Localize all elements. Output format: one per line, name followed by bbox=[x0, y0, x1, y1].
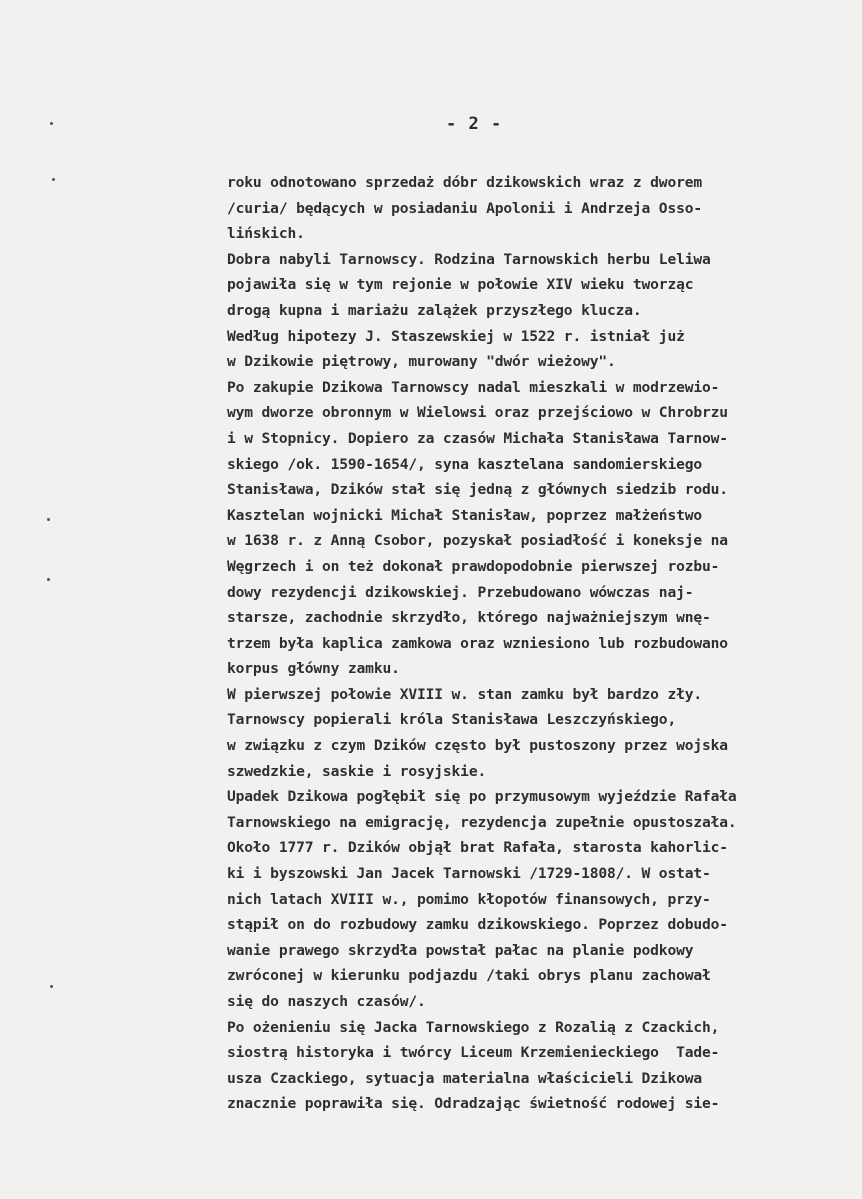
text-line: korpus główny zamku. bbox=[227, 660, 400, 678]
text-line: Około 1777 r. Dzików objął brat Rafała, starosta kahorlic- bbox=[227, 839, 728, 857]
text-line: Po zakupie Dzikowa Tarnowscy nadal mieszkali w modrzewio- bbox=[227, 378, 720, 396]
text-line: nich latach XVIII w., pomimo kłopotów finansowych, przy- bbox=[227, 890, 711, 908]
text-line: roku odnotowano sprzedaż dóbr dzikowskich wraz z dworem bbox=[227, 174, 702, 191]
text-line: Kasztelan wojnicki Michał Stanisław, poprzez małżeństwo bbox=[227, 506, 702, 524]
text-line: starsze, zachodnie skrzydło, którego najważniejszym wnę- bbox=[227, 609, 711, 627]
text-line: siostrą historyka i twórcy Liceum Krzemienieckiego Tade- bbox=[227, 1044, 720, 1062]
text-line: Tarnowscy popierali króla Stanisława Leszczyńskiego, bbox=[227, 711, 677, 729]
text-line: Stanisława, Dzików stał się jedną z głównych siedzib rodu. bbox=[227, 481, 728, 499]
text-line: trzem była kaplica zamkowa oraz wzniesiono lub rozbudowano bbox=[227, 634, 728, 652]
text-line: Węgrzech i on też dokonał prawdopodobnie pierwszej rozbu- bbox=[227, 557, 720, 575]
margin-mark bbox=[50, 122, 53, 125]
text-line: W pierwszej połowie XVIII w. stan zamku był bardzo zły. bbox=[227, 685, 702, 703]
text-line: Dobra nabyli Tarnowscy. Rodzina Tarnowskich herbu Leliwa bbox=[227, 250, 711, 268]
text-line: wym dworze obronnym w Wielowsi oraz przejściowo w Chrobrzu bbox=[227, 404, 728, 422]
text-line: Tarnowskiego na emigrację, rezydencja zupełnie opustoszała. bbox=[227, 813, 737, 831]
text-line: i w Stopnicy. Dopiero za czasów Michała Stanisława Tarnow- bbox=[227, 429, 728, 447]
text-line: skiego /ok. 1590-1654/, syna kasztelana sandomierskiego bbox=[227, 455, 702, 473]
text-line: Według hipotezy J. Staszewskiej w 1522 r. istniał już bbox=[227, 327, 685, 345]
text-line: dowy rezydencji dzikowskiej. Przebudowano wówczas naj- bbox=[227, 583, 694, 601]
text-line: pojawiła się w tym rejonie w połowie XIV wieku tworząc bbox=[227, 276, 694, 294]
text-line: stąpił on do rozbudowy zamku dzikowskiego. Poprzez dobudo- bbox=[227, 916, 728, 934]
text-line: drogą kupna i mariażu zalążek przyszłego klucza. bbox=[227, 301, 642, 319]
text-line: wanie prawego skrzydła powstał pałac na planie podkowy bbox=[227, 941, 694, 959]
text-line: /curia/ będących w posiadaniu Apolonii i Andrzeja Osso- bbox=[227, 199, 702, 217]
text-line: lińskich. bbox=[227, 225, 305, 243]
text-line: w związku z czym Dzików często był pustoszony przez wojska bbox=[227, 737, 728, 755]
body-text bbox=[227, 170, 847, 1117]
text-line: Upadek Dzikowa pogłębił się po przymusowym wyjeździe Rafała bbox=[227, 788, 737, 806]
text-line: znacznie poprawiła się. Odradzając świetność rodowej sie- bbox=[227, 1095, 720, 1113]
text-line: Po ożenieniu się Jacka Tarnowskiego z Rozalią z Czackich, bbox=[227, 1018, 720, 1036]
text-line: się do naszych czasów/. bbox=[227, 993, 426, 1010]
page-number: - 2 - bbox=[446, 114, 503, 134]
text-line: w 1638 r. z Anną Csobor, pozyskał posiadłość i koneksje na bbox=[227, 532, 728, 550]
margin-mark bbox=[50, 985, 53, 988]
text-line: usza Czackiego, sytuacja materialna właścicieli Dzikowa bbox=[227, 1069, 702, 1087]
text-line: zwróconej w kierunku podjazdu /taki obrys planu zachował bbox=[227, 967, 711, 985]
text-line: ki i byszowski Jan Jacek Tarnowski /1729-1808/. W ostat- bbox=[227, 865, 711, 883]
margin-mark bbox=[52, 178, 55, 181]
margin-mark bbox=[47, 518, 50, 521]
text-line: w Dzikowie piętrowy, murowany "dwór wieżowy". bbox=[227, 353, 616, 371]
margin-mark bbox=[47, 578, 50, 581]
text-line: szwedzkie, saskie i rosyjskie. bbox=[227, 762, 487, 780]
